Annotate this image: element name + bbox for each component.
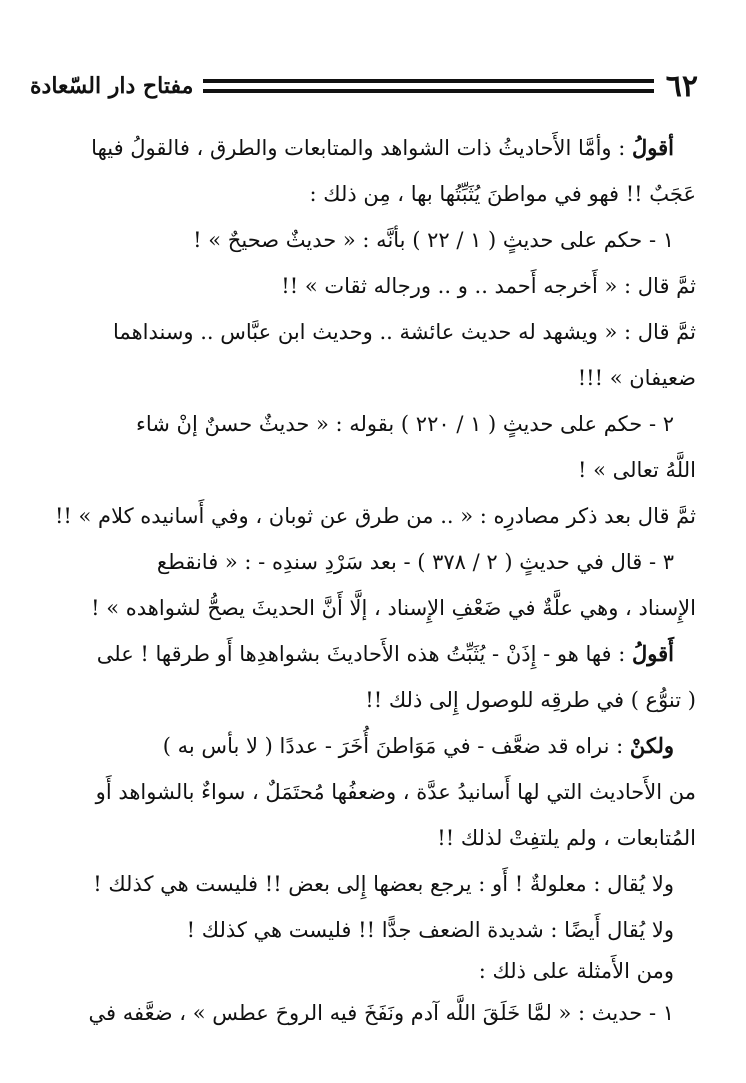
line-text: ١ - حكم على حديثٍ ( ١ / ٢٢ ) بأنَّه : « حديثٌ صحيحٌ » ! [193, 228, 674, 252]
book-title: مفتاح دار السّعادة [30, 73, 194, 99]
text-line [52, 447, 696, 493]
text-line [52, 125, 696, 171]
header-rule-top [203, 79, 653, 83]
text-line [52, 677, 696, 723]
line-text: ولا يُقال : معلولةٌ ! أَو : يرجع بعضها إِلى بعض !! فليست هي كذلك ! [93, 872, 674, 896]
text-line [52, 263, 696, 309]
page-number: ٦٢ [665, 68, 698, 104]
lead-word: أَقولُ [632, 641, 674, 666]
text-line [52, 585, 696, 631]
header-rule [203, 79, 653, 93]
line-text: ( تنوُّع ) في طرقِه للوصول إِلى ذلك !! [365, 688, 696, 712]
header-rule-bottom [203, 89, 653, 93]
text-line [52, 907, 696, 953]
line-text: : فها هو - إِذَنْ - يُثَبِّتُ هذه الأَحاديثَ بشواهدِها أَو طرقها ! على [96, 642, 633, 666]
line-text: ولا يُقال أَيضًا : شديدة الضعف جدًّا !! فليست هي كذلك ! [186, 918, 674, 942]
line-text: ٢ - حكم على حديثٍ ( ١ / ٢٢٠ ) بقوله : « حديثٌ حسنٌ إنْ شاء [136, 412, 674, 436]
text-line [52, 309, 696, 355]
lead-word: أقولُ [632, 135, 674, 160]
page-body [52, 125, 696, 1036]
line-text: : وأمَّا الأَحاديثُ ذات الشواهد والمتابعات والطرق ، فالقولُ فيها [91, 136, 633, 160]
text-line [52, 171, 696, 217]
line-text: ثمَّ قال : « ويشهد له حديث عائشة .. وحديث ابن عبَّاس .. وسنداهما [113, 320, 696, 344]
text-line [52, 815, 696, 861]
text-line [52, 217, 696, 263]
line-text: ١ - حديث : « لمَّا خَلَقَ اللَّه آدم ونَفَخَ فيه الروحَ عطس » ، ضعَّفه في [88, 1001, 674, 1025]
text-line [52, 723, 696, 769]
line-text: اللَّهُ تعالى » ! [577, 458, 696, 482]
line-text: ثمَّ قال : « أَخرجه أَحمد .. و .. ورجاله ثقات » !! [281, 274, 696, 298]
line-text: المُتابعات ، ولم يلتفِتْ لذلك !! [437, 826, 696, 850]
line-text: عَجَبٌ !! فهو في مواطنَ يُثَبِّتُها بها ، مِن ذلك : [309, 182, 696, 206]
line-text: : نراه قد ضعَّف - في مَوَاطنَ أُخَرَ - عددًا ( لا بأس به ) [162, 734, 630, 758]
line-text: ثمَّ قال بعد ذكر مصادرِه : « .. من طرق عن ثوبان ، وفي أَسانيده كلام » !! [54, 504, 696, 528]
text-line [52, 355, 696, 401]
text-line [52, 769, 696, 815]
page-header [30, 66, 698, 106]
text-line [52, 631, 696, 677]
line-text: الإِسناد ، وهي علَّةٌ في ضَعْفِ الإِسناد ، إلَّا أَنَّ الحديثَ يصحُّ لشواهده » ! [91, 596, 696, 620]
line-text: ضعيفان » !!! [577, 366, 696, 390]
text-line [52, 990, 696, 1036]
text-line [52, 861, 696, 907]
line-text: ٣ - قال في حديثٍ ( ٢ / ٣٧٨ ) - بعد سَرْدِ سندِه - : « فانقطع [156, 550, 674, 574]
text-line [52, 953, 696, 990]
text-line [52, 539, 696, 585]
text-line [52, 493, 696, 539]
lead-word: ولكنْ [629, 733, 674, 758]
line-text: ومن الأَمثلة على ذلك : [478, 959, 674, 983]
text-line [52, 401, 696, 447]
line-text: من الأَحاديث التي لها أَسانيدُ عدَّة ، وضعفُها مُحتَمَلٌ ، سواءٌ بالشواهد أَو [95, 780, 696, 804]
